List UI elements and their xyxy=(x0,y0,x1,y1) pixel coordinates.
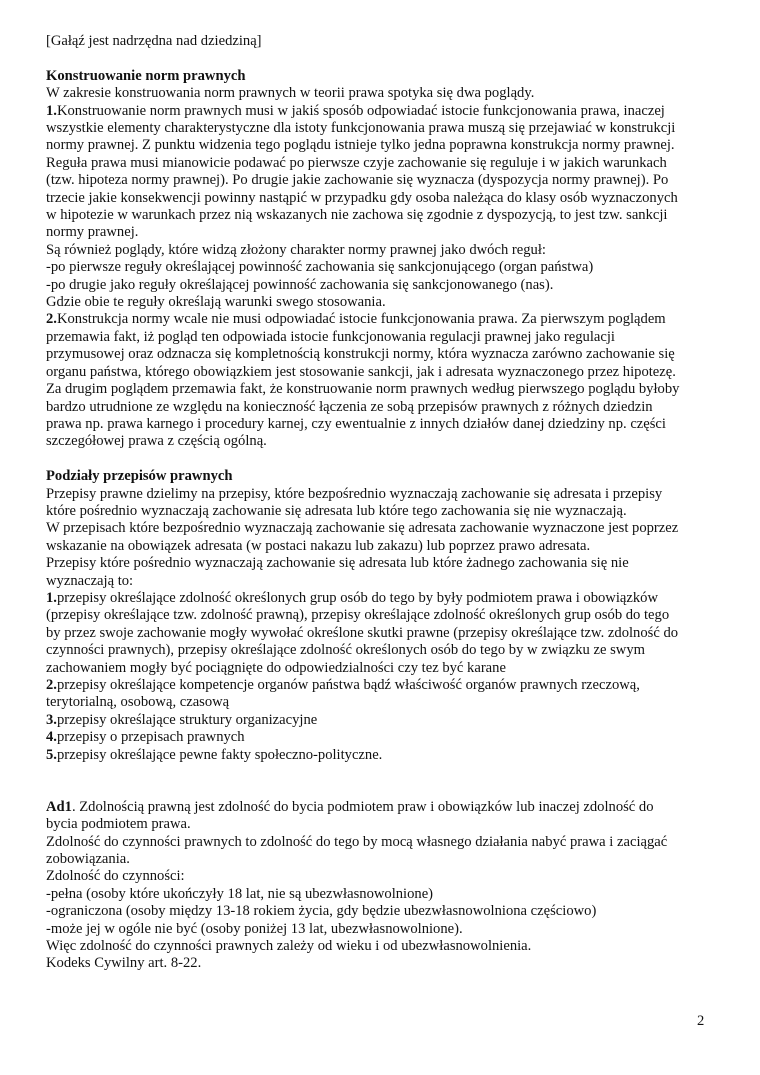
paragraph-line: bycia podmiotem prawa. xyxy=(46,816,191,833)
list-item: 2.przepisy określające kompetencje organów państwa bądź właściwość organów prawnych rzeczową, xyxy=(46,677,640,693)
paragraph-line: 1.Konstruowanie norm prawnych musi w jakiś sposób odpowiadać istocie funkcjonowania prawa, inaczej xyxy=(46,102,665,119)
paragraph-line: zobowiązania. xyxy=(46,851,130,868)
paragraph-line: szczegółowej prawa z częścią ogólną. xyxy=(46,433,267,450)
list-item: 1.przepisy określające zdolność określonych grup osób do tego by były podmiotem prawa i obowiązków xyxy=(46,589,658,606)
list-number: 4. xyxy=(46,729,57,746)
list-number: 2. xyxy=(46,311,57,328)
paragraph-line: wyznaczają to: xyxy=(46,572,134,589)
paragraph-line: wskazanie na obowiązek adresata (w postaci nakazu lub zakazu) lub poprzez prawo adresata. xyxy=(46,537,591,554)
list-number: 1. xyxy=(46,589,57,606)
paragraph-line: które pośrednio wyznaczają zachowanie się adresata lub które tego zachowania się nie wyznaczają. xyxy=(46,502,627,519)
paragraph-line: Za drugim poglądem przemawia fakt, że konstruowanie norm prawnych według pierwszego poglądu byłoby xyxy=(46,381,680,398)
paragraph-line: Kodeks Cywilny art. 8-22. xyxy=(46,955,202,972)
paragraph-line: wszystkie elementy charakterystyczne dla istoty funkcjonowania prawa muszą się przejawiać w konstrukcji xyxy=(46,120,676,137)
paragraph-line: 2.Konstrukcja normy wcale nie musi odpowiadać istocie funkcjonowania prawa. Za pierwszym poglądem xyxy=(46,311,666,328)
page-content xyxy=(46,33,721,973)
list-number: 5. xyxy=(46,746,57,763)
paragraph-line: Przepisy prawne dzielimy na przepisy, które bezpośrednio wyznaczają zachowanie się adresata i przepisy xyxy=(46,485,663,502)
paragraph-line: terytorialną, osobową, czasową xyxy=(46,694,230,711)
paragraph-line: zachowaniem mogły być pociągnięte do odpowiedzialności czy tez być karane xyxy=(46,659,506,676)
paragraph-line: czynności prawnych), przepisy określające zdolność określonych osób do tego by w związku ze swym xyxy=(46,642,645,659)
page-number: 2 xyxy=(697,1013,705,1029)
list-item: 4.przepisy o przepisach prawnych xyxy=(46,729,245,746)
paragraph-line: -ograniczona (osoby między 13-18 rokiem życia, gdy będzie ubezwłasnowolniona częściowo) xyxy=(46,903,597,920)
paragraph-line: Gdzie obie te reguły określają warunki swego stosowania. xyxy=(46,294,386,311)
paragraph-line: Przepisy które pośrednio wyznaczają zachowanie się adresata lub które żadnego zachowania się nie xyxy=(46,555,629,572)
paragraph-line: Więc zdolność do czynności prawnych zależy od wieku i od ubezwłasnowolnienia. xyxy=(46,938,532,955)
paragraph-line: trzecie jakie konsekwencji powinny nastąpić w przypadku gdy osoba należąca do klasy osób wyznaczonych xyxy=(46,189,678,206)
paragraph-line: organu państwa, którego obowiązkiem jest stosowanie sankcji, jak i adresata wyznaczonego przez hipotezę. xyxy=(46,363,676,380)
paragraph-line: normy prawnej. xyxy=(46,224,139,241)
paragraph-line: prawa np. prawa karnego i procedury karnej, czy ewentualnie z innych działów danej dziedziny np. części xyxy=(46,415,666,432)
ad1-label: Ad1 xyxy=(46,798,72,815)
paragraph-line: Zdolność do czynności: xyxy=(46,868,185,885)
list-number: 1. xyxy=(46,102,57,119)
paragraph-line: Są również poglądy, które widzą złożony charakter normy prawnej jako dwóch reguł: xyxy=(46,241,546,258)
paragraph-line: -po pierwsze reguły określającej powinność zachowania się sankcjonującego (organ państwa) xyxy=(46,259,594,276)
paragraph-line: -po drugie jako reguły określającej powinność zachowania się sankcjonowanego (nas). xyxy=(46,276,554,293)
list-number: 3. xyxy=(46,711,57,728)
paragraph-line: w hipotezie w warunkach przez nią wskazanych nie zachowa się zgodnie z dyspozycją, to jest tzw. sankcji xyxy=(46,207,668,224)
paragraph-line: Reguła prawa musi mianowicie podawać po pierwsze czyje zachowanie się reguluje i w jakich warunkach xyxy=(46,154,667,171)
paragraph-line: W zakresie konstruowania norm prawnych w teorii prawa spotyka się dwa poglądy. xyxy=(46,85,535,102)
section-heading-norms: Konstruowanie norm prawnych xyxy=(46,67,246,84)
paragraph-line: bardzo utrudnione ze względu na konieczność łączenia ze sobą przepisów prawnych z różnych dziedzin xyxy=(46,398,653,415)
list-item: 3.przepisy określające struktury organizacyjne xyxy=(46,711,318,728)
paragraph-line: W przepisach które bezpośrednio wyznaczają zachowanie się adresata zachowanie wyznaczone jest poprzez xyxy=(46,520,679,537)
paragraph-line: (przepisy określające tzw. zdolność prawną), przepisy określające zdolność określonych grup osób do tego xyxy=(46,607,670,624)
paragraph-line: Ad1. Zdolnością prawną jest zdolność do bycia podmiotem praw i obowiązków lub inaczej zdolność do xyxy=(46,798,654,815)
section-heading-divisions: Podziały przepisów prawnych xyxy=(46,468,233,485)
paragraph-line: Zdolność do czynności prawnych to zdolność do tego by mocą własnego działania nabyć prawa i zaciągać xyxy=(46,833,668,850)
paragraph-line: by przez swoje zachowanie mogły wywołać określone skutki prawne (przepisy określające tzw. zdolność do xyxy=(46,624,679,641)
paragraph-line: (tzw. hipoteza normy prawnej). Po drugie jakie zachowanie się wyznacza (dyspozycja normy prawnej). Po xyxy=(46,172,669,189)
paragraph-line: przemawia fakt, iż pogląd ten odpowiada istocie funkcjonowania regulacji prawnej jako regulacji xyxy=(46,328,615,345)
paragraph-line: normy prawnej. Z punktu widzenia tego poglądu istnieje tylko jedna poprawna konstrukcja normy prawnej. xyxy=(46,137,675,154)
list-number: 2. xyxy=(46,677,57,693)
paragraph-line: -pełna (osoby które ukończyły 18 lat, nie są ubezwłasnowolnione) xyxy=(46,885,434,902)
paragraph-line: -może jej w ogóle nie być (osoby poniżej 13 lat, ubezwłasnowolnione). xyxy=(46,920,463,937)
top-note: [Gałąź jest nadrzędna nad dziedziną] xyxy=(46,33,262,49)
list-item: 5.przepisy określające pewne fakty społeczno-polityczne. xyxy=(46,746,383,763)
paragraph-line: przymusowej oraz odznacza się kompletnością konstrukcji normy, która wyznacza zarówno zachowanie się xyxy=(46,346,675,363)
